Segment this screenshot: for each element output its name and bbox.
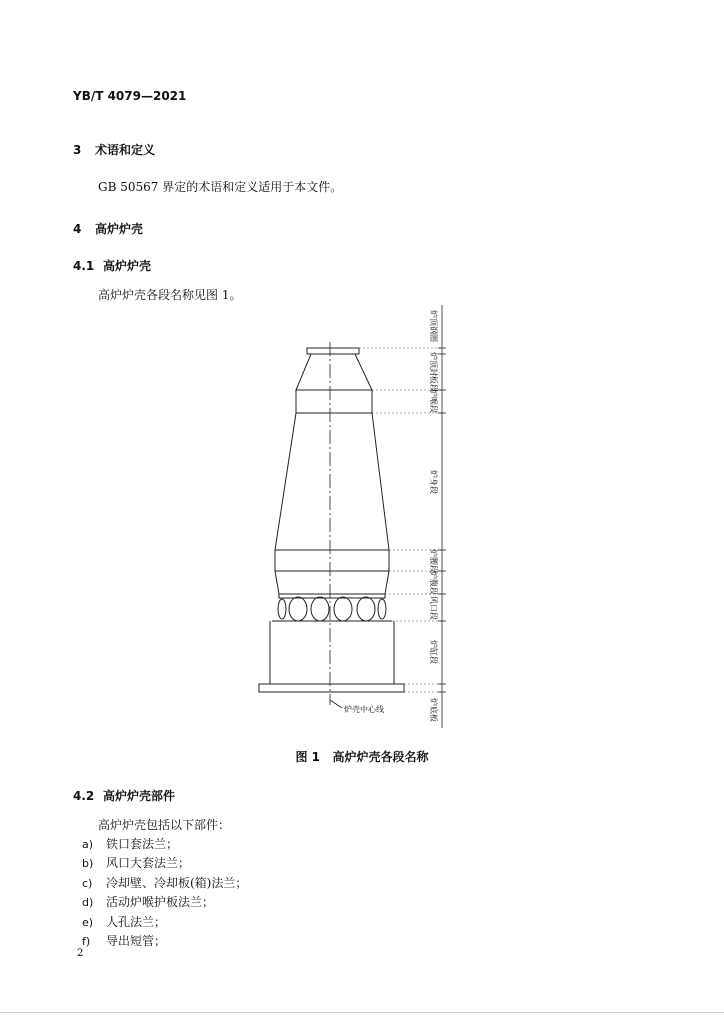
list-item: c) 冷却壁、冷却板(箱)法兰；: [82, 875, 248, 890]
list-item: a) 铁口套法兰；: [82, 837, 179, 851]
tuyere-opening: [311, 597, 329, 621]
figure-number: 图 1: [295, 750, 320, 764]
section-4-number: 4: [73, 222, 82, 236]
section-4-2-heading: [73, 787, 175, 804]
list-item: f) 导出短管；: [82, 933, 167, 948]
tuyere-opening: [278, 599, 286, 619]
standard-code: YB/T 4079—2021: [73, 89, 187, 103]
section-3-number: 3: [73, 143, 82, 157]
belly-shape: [275, 550, 389, 571]
section-4-1-body: 高炉炉壳各段名称见图 1。: [98, 288, 242, 302]
tuyere-opening: [357, 597, 375, 621]
figure-title: 高炉炉壳各段名称: [332, 750, 429, 764]
list-item: b) 风口大套法兰；: [82, 856, 191, 871]
label-belly: 炉腰段: [429, 549, 438, 573]
label-throat: 炉喉段: [429, 389, 438, 413]
section-4-2-intro: 高炉炉壳包括以下部件：: [98, 818, 231, 832]
bottom-plate-shape: [259, 684, 404, 692]
section-3-title: 术语和定义: [95, 143, 156, 157]
list-item: d) 活动炉喉护板法兰；: [82, 895, 215, 910]
bottom-rule: [0, 1012, 724, 1013]
tuyere-opening: [289, 597, 307, 621]
section-4-1-number: 4.1: [73, 259, 95, 273]
label-tuyere: 风口段: [429, 596, 438, 620]
page-number: 2: [77, 948, 84, 959]
bosh-shape: [275, 571, 389, 594]
label-bosh: 炉腹段: [429, 571, 438, 595]
centerline-leader: [330, 700, 342, 708]
section-4-2-title: 高炉炉壳部件: [103, 789, 176, 803]
centerline-label: 炉壳中心线: [344, 705, 384, 714]
section-4-2-number: 4.2: [73, 789, 95, 803]
label-hearth: 炉缸段: [429, 640, 438, 664]
section-3-body: GB 50567 界定的术语和定义适用于本文件。: [98, 180, 343, 194]
section-4-1-title: 高炉炉壳: [103, 259, 152, 273]
top-steel-ring-shape: [307, 348, 359, 354]
list-item: e) 人孔法兰；: [82, 914, 167, 929]
shaft-shape: [275, 413, 389, 550]
figure-caption: [0, 748, 724, 765]
label-bottom-plate: 炉底板: [429, 698, 438, 722]
tuyere-opening: [378, 599, 386, 619]
parts-list: [82, 835, 247, 951]
hearth-shape: [270, 621, 394, 684]
tuyere-opening: [334, 597, 352, 621]
label-top-steel-ring: 炉顶钢圈: [429, 310, 438, 342]
label-top-cone: 炉顶封板段: [429, 352, 438, 392]
throat-shape: [296, 390, 372, 413]
section-4-title: 高炉炉壳: [95, 222, 144, 236]
top-cone-shape: [296, 354, 372, 390]
label-shaft: 炉身段: [429, 470, 438, 494]
